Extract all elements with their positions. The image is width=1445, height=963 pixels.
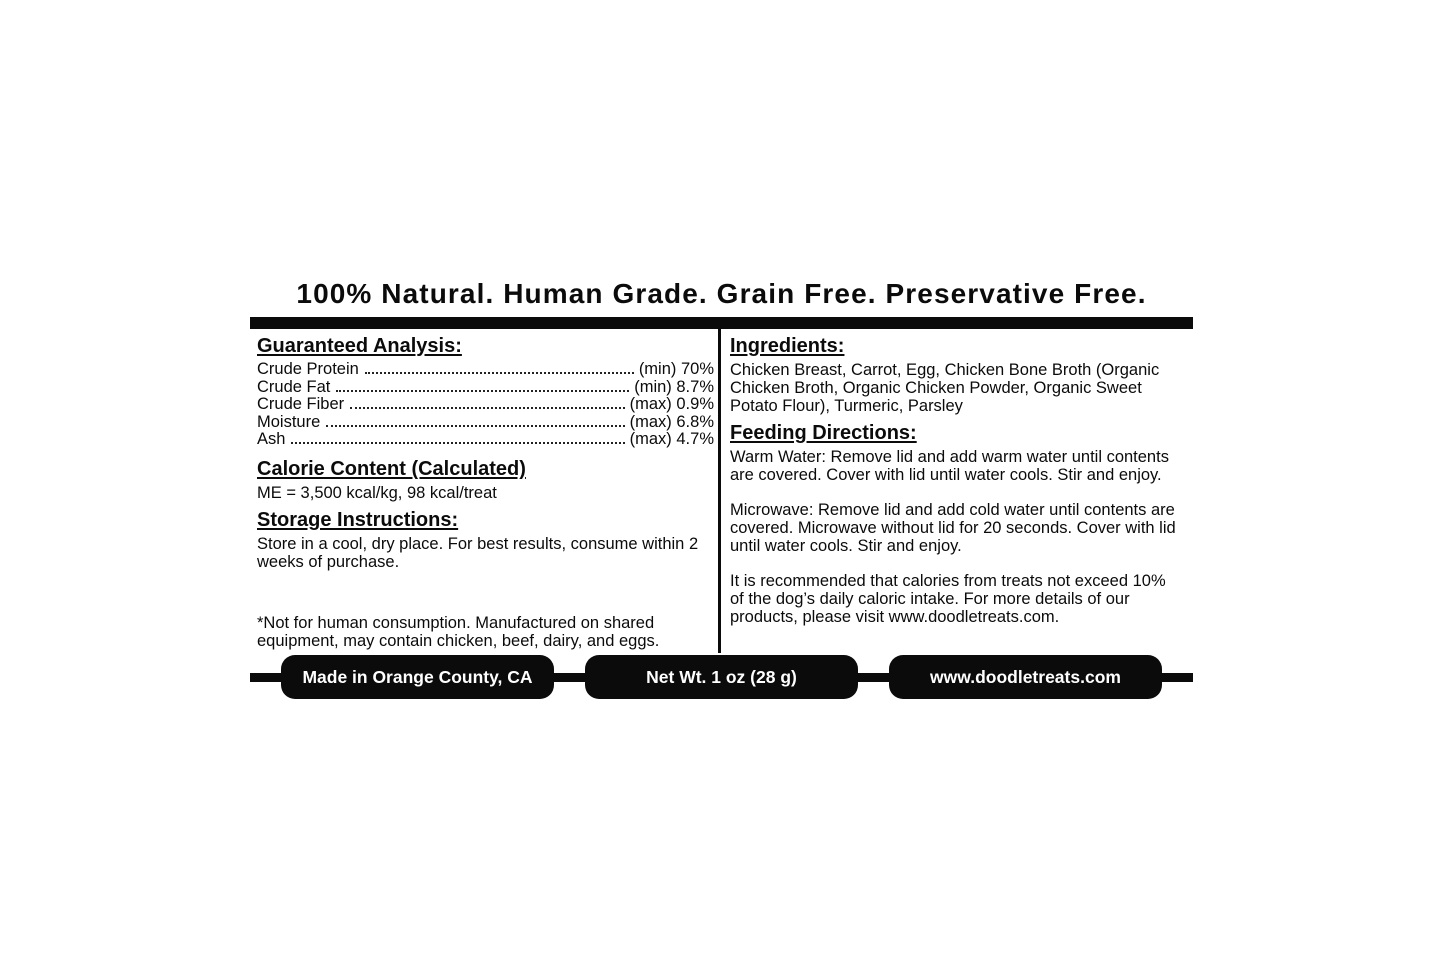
analysis-value: (min) 70%: [638, 360, 714, 378]
analysis-label: Ash: [257, 430, 286, 449]
storage-instructions-heading: Storage Instructions:: [257, 508, 459, 531]
analysis-label: Crude Fiber: [257, 395, 345, 414]
dotted-leader: [365, 372, 634, 374]
analysis-label: Moisture: [257, 412, 321, 431]
analysis-label: Crude Protein: [257, 360, 359, 378]
analysis-row-crude-fat: [257, 379, 714, 397]
dotted-leader: [350, 407, 625, 409]
analysis-value: (max) 0.9%: [629, 395, 714, 414]
website-badge: www.doodletreats.com: [889, 655, 1162, 699]
dotted-leader: [336, 390, 629, 392]
allergen-disclaimer-text: *Not for human consumption. Manufactured on shared equipment, may contain chicken, beef, dairy, and eggs.: [257, 613, 660, 650]
net-weight-badge: Net Wt. 1 oz (28 g): [585, 655, 858, 699]
calorie-content-heading: Calorie Content (Calculated): [257, 457, 526, 480]
label-headline: 100% Natural. Human Grade. Grain Free. Preservative Free.: [296, 278, 1147, 309]
analysis-row-ash: [257, 431, 714, 449]
badge-connector-line: [858, 673, 889, 682]
dotted-leader: [326, 425, 624, 427]
top-divider-bar: [250, 317, 1193, 329]
feeding-directions-heading: Feeding Directions:: [730, 422, 917, 444]
ingredients-heading: Ingredients:: [730, 335, 845, 357]
ingredients-text: Chicken Breast, Carrot, Egg, Chicken Bone Broth (Organic Chicken Broth, Organic Chicken Powder, Organic Sweet Potato Flour), Turmeric, Parsley: [730, 361, 1160, 415]
storage-instructions-text: Store in a cool, dry place. For best results, consume within 2 weeks of purchase.: [257, 534, 699, 571]
right-column: [721, 329, 1193, 653]
calorie-content-text: ME = 3,500 kcal/kg, 98 kcal/treat: [257, 483, 497, 502]
analysis-value: (max) 6.8%: [629, 412, 714, 431]
badge-connector-line: [1162, 673, 1193, 682]
feeding-microwave-text: Microwave: Remove lid and add cold water until contents are covered. Microwave without lid for 20 seconds. Cover with lid until water cools. Stir and enjoy.: [730, 501, 1176, 555]
guaranteed-analysis-heading: Guaranteed Analysis:: [257, 335, 462, 357]
product-label: [250, 278, 1193, 699]
made-in-badge: Made in Orange County, CA: [281, 655, 554, 699]
analysis-label: Crude Fat: [257, 377, 331, 396]
calorie-recommendation-text: It is recommended that calories from treats not exceed 10% of the dog’s daily caloric intake. For more details of our products, please visit www.doodletreats.com.: [730, 572, 1166, 626]
dotted-leader: [291, 442, 624, 444]
analysis-row-crude-protein: [257, 361, 714, 379]
analysis-value: (max) 4.7%: [629, 430, 714, 449]
badge-connector-line: [250, 673, 281, 682]
analysis-row-moisture: [257, 414, 714, 432]
analysis-value: (min) 8.7%: [634, 377, 714, 396]
analysis-row-crude-fiber: [257, 396, 714, 414]
badge-connector-line: [554, 673, 585, 682]
feeding-warm-water-text: Warm Water: Remove lid and add warm water until contents are covered. Cover with lid until water cools. Stir and enjoy.: [730, 448, 1169, 484]
left-column: [250, 329, 721, 653]
bottom-badge-row: [250, 655, 1193, 699]
label-columns: [250, 329, 1193, 653]
